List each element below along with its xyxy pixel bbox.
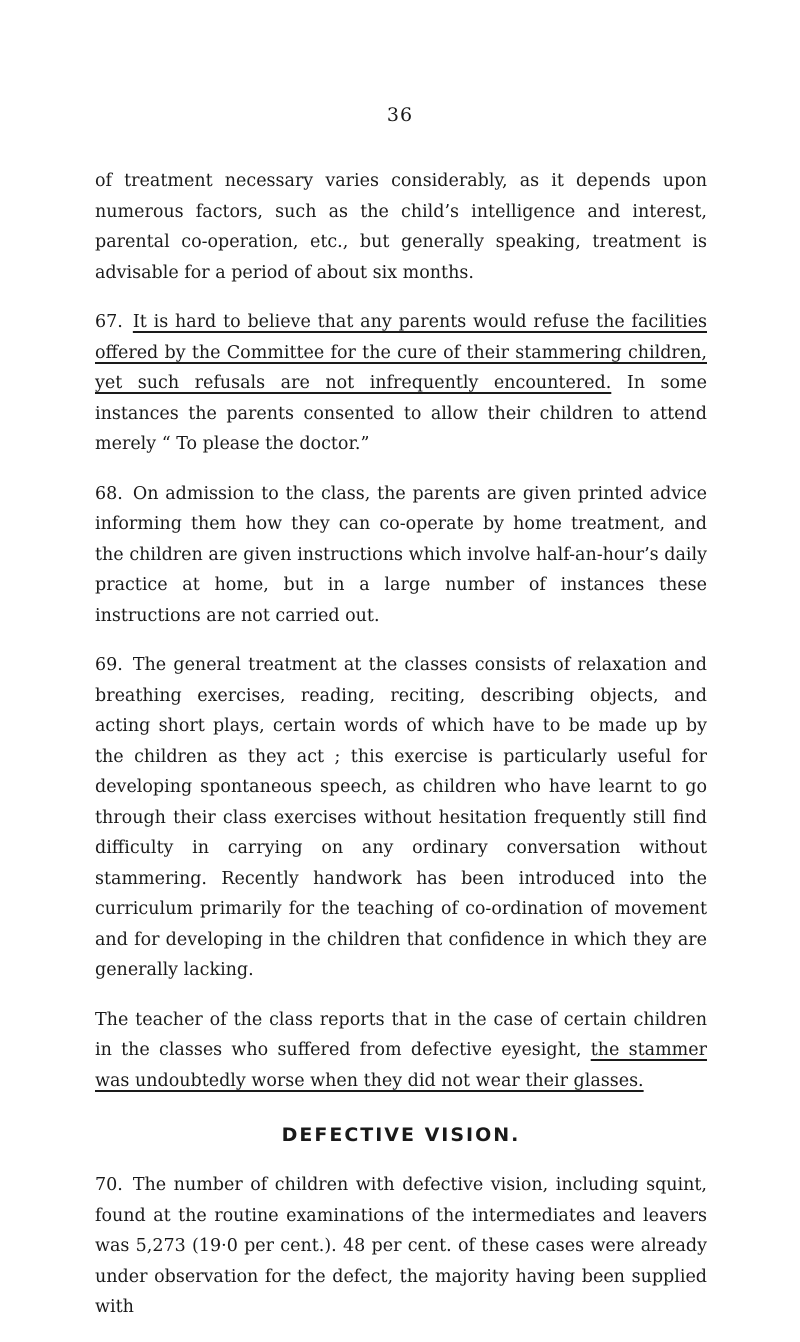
paragraph-text: The number of children with defective vision, including squint, found at the routine examinations of the intermediates and leavers was 5,273 (19·0 per cent.). 48 per cent. of these cases were already under observation for the defect, the majority having been supplied with xyxy=(95,1175,707,1317)
paragraph-text: The general treatment at the classes consists of relaxation and breathing exercises, reading, reciting, describing objects, and acting short plays, certain words of which have to be made up by the children as they act ; this exercise is particularly useful for developing spontaneous speech, as children who have learnt to go through their class exercises without hesitation frequently still find difficulty in carrying on any ordinary conversation without stammering. Recently handwork has been introduced into the curriculum primarily for the teaching of co-ordination of movement and for developing in the children that confidence in which they are generally lacking. xyxy=(95,655,707,980)
paragraph-p-68 xyxy=(95,479,707,632)
paragraph-text: of treatment necessary varies considerably, as it depends upon numerous factors, such as the child’s intelligence and interest, parental co-operation, etc., but generally speaking, treatment is advisable for a period of about six months. xyxy=(95,171,707,283)
paragraph-text: In some instances the parents consented to allow their children to attend merely “ To please the doctor.” xyxy=(95,373,708,454)
paragraphs-after-heading xyxy=(95,1170,707,1323)
paragraph-p-teacher xyxy=(95,1005,707,1097)
underlined-text: It is hard to believe that any parents would refuse the facilities offered by the Committee for the cure of their stammering children, yet such refusals are not infrequently encountered. xyxy=(95,312,707,393)
section-heading: DEFECTIVE VISION. xyxy=(281,1124,521,1146)
paragraph-p-70 xyxy=(95,1170,707,1323)
paragraph-p-67 xyxy=(95,307,707,460)
paragraph-number: 69. xyxy=(95,655,123,675)
paragraph-number: 70. xyxy=(95,1175,123,1195)
page-number: 36 xyxy=(386,104,414,126)
underlined-text: the stammer was undoubtedly worse when they did not wear their glasses. xyxy=(95,1040,707,1091)
paragraph-p-69 xyxy=(95,650,707,986)
paragraphs-before-heading xyxy=(95,166,707,1096)
document-body xyxy=(95,166,707,1342)
paragraph-number: 68. xyxy=(95,483,123,504)
paragraph-text: The teacher of the class reports that in the case of certain children in the classes who suffered from defective eyesight, xyxy=(95,1009,707,1060)
paragraph-p-continued xyxy=(95,166,707,288)
paragraph-number: 67. xyxy=(95,312,123,332)
paragraph-text: On admission to the class, the parents are given printed advice informing them how they can co-operate by home treatment, and the children are given instructions which involve half-an-hour’s daily practice at home, but in a large number of instances these instructions are not carried out. xyxy=(95,483,707,626)
